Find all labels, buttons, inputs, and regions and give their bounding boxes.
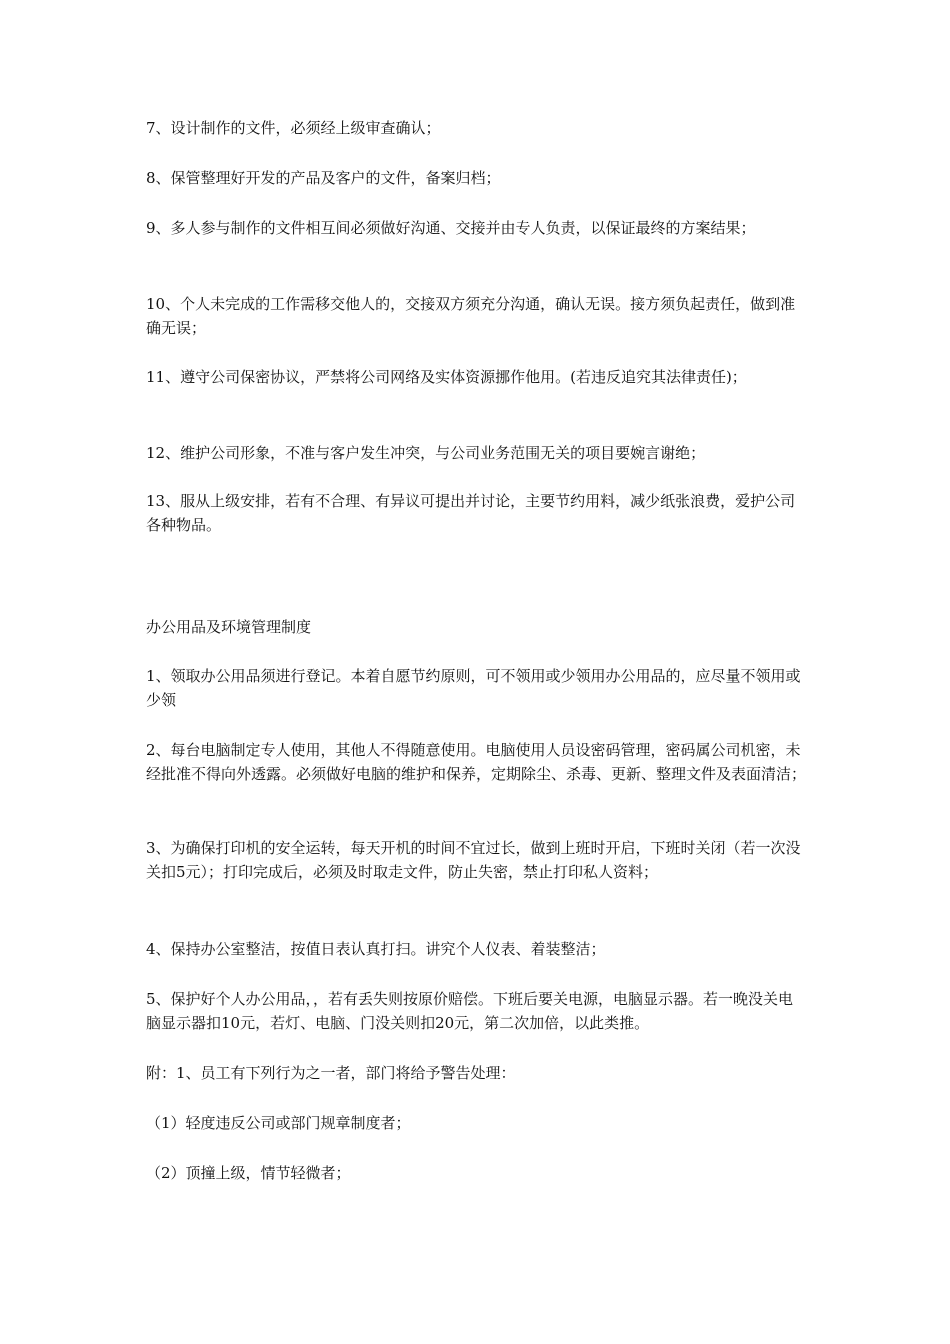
section-title: 办公用品及环境管理制度 [146, 618, 312, 636]
appendix-heading: 附：1、员工有下列行为之一者，部门将给予警告处理： [146, 1064, 516, 1082]
rule-3: 3、为确保打印机的安全运转，每天开机的时间不宜过长，做到上班时开启，下班时关闭（若一次没关扣5元）；打印完成后，必须及时取走文件，防止失密，禁止打印私人资料； [146, 839, 801, 881]
paragraph-11: 11、遵守公司保密协议，严禁将公司网络及实体资源挪作他用。(若违反追究其法律责任)； [146, 368, 747, 386]
paragraph-12: 12、维护公司形象，不准与客户发生冲突，与公司业务范围无关的项目要婉言谢绝； [146, 444, 706, 462]
rule-5: 5、保护好个人办公用品，，若有丢失则按原价赔偿。下班后要关电源，电脑显示器。若一晚没关电脑显示器扣10元，若灯、电脑、门没关则扣20元，第二次加倍，以此类推。 [146, 990, 794, 1032]
paragraph-8: 8、保管整理好开发的产品及客户的文件，备案归档； [146, 169, 501, 187]
rule-2: 2、每台电脑制定专人使用，其他人不得随意使用。电脑使用人员设密码管理，密码属公司机密，未经批准不得向外透露。必须做好电脑的维护和保养，定期除尘、杀毒、更新、整理文件及表面清洁； [146, 741, 807, 783]
appendix-item-2: （2）顶撞上级，情节轻微者； [146, 1164, 351, 1182]
paragraph-10: 10、个人未完成的工作需移交他人的，交接双方须充分沟通，确认无误。接方须负起责任，做到准确无误； [146, 295, 796, 337]
paragraph-7: 7、设计制作的文件，必须经上级审查确认； [146, 119, 441, 137]
paragraph-9: 9、多人参与制作的文件相互间必须做好沟通、交接并由专人负责，以保证最终的方案结果； [146, 219, 756, 237]
rule-4: 4、保持办公室整洁，按值日表认真打扫。讲究个人仪表、着装整洁； [146, 940, 606, 958]
rule-1: 1、领取办公用品须进行登记。本着自愿节约原则，可不领用或少领用办公用品的，应尽量不领用或少领 [146, 667, 801, 709]
appendix-item-1: （1）轻度违反公司或部门规章制度者； [146, 1114, 411, 1132]
paragraph-13: 13、服从上级安排，若有不合理、有异议可提出并讨论，主要节约用料，减少纸张浪费，爱护公司各种物品。 [146, 492, 796, 534]
